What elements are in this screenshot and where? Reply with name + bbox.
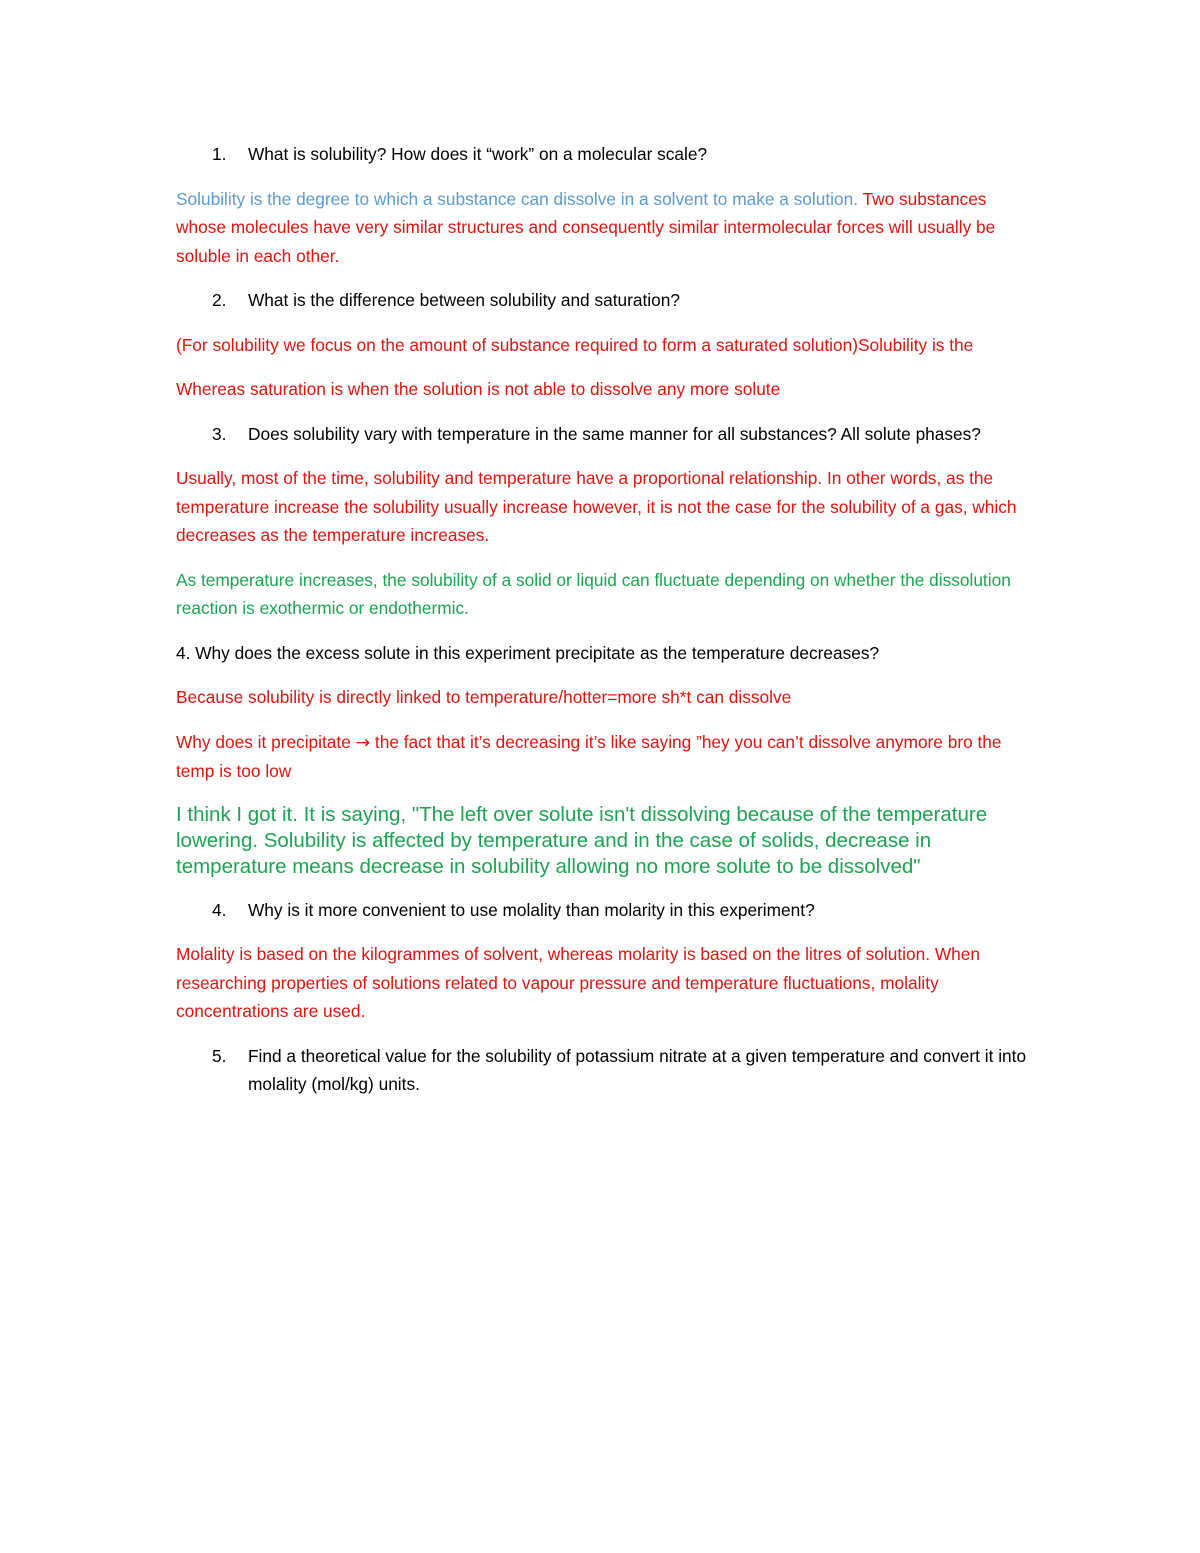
question-number: 4. bbox=[212, 899, 227, 920]
question-number: 2. bbox=[212, 290, 227, 310]
answer-text: Why does it precipitate bbox=[176, 731, 356, 752]
question-text: Why is it more convenient to use molality than molarity in this experiment? bbox=[248, 899, 815, 920]
answer-2a: (For solubility we focus on the amount of substance required to form a saturated solution)Solubility is the bbox=[176, 334, 974, 355]
question-text: What is solubility? How does it “work” on a molecular scale? bbox=[248, 144, 708, 164]
answer-1 bbox=[176, 185, 1036, 271]
answer-2b: Whereas saturation is when the solution is not able to dissolve any more solute bbox=[176, 379, 781, 399]
answer-text-red: Two substances whose molecules have very similar structures and consequently similar intermolecular forces will usually be soluble in each other. bbox=[176, 188, 996, 266]
answer-4b: Molality is based on the kilogrammes of solvent, whereas molarity is based on the litres of solution. When researching properties of solutions related to vapour pressure and temperature fluctuations, molality concentrations are used. bbox=[176, 944, 980, 1021]
question-3 bbox=[176, 420, 1036, 449]
answer-4a-2 bbox=[176, 728, 1036, 786]
question-number: 1. bbox=[212, 144, 227, 164]
answer-3a: Usually, most of the time, solubility and temperature have a proportional relationship. In other words, as the temperature increase the solubility usually increase however, it is not the case for the solubility of a gas, which decreases as the temperature increases. bbox=[176, 468, 1017, 545]
answer-4a-1: Because solubility is directly linked to temperature/hotter=more sh*t can dissolve bbox=[176, 687, 792, 707]
right-arrow-icon: → bbox=[355, 732, 371, 753]
question-1 bbox=[176, 140, 1036, 169]
question-4a: 4. Why does the excess solute in this experiment precipitate as the temperature decreases? bbox=[176, 642, 880, 663]
question-number: 5. bbox=[212, 1045, 227, 1066]
answer-text: the fact that it’s decreasing it’s like saying ”hey you can’t dissolve anymore bro the temp is too low bbox=[176, 731, 1002, 781]
question-number: 3. bbox=[212, 423, 227, 444]
answer-4a-3: I think I got it. It is saying, "The left over solute isn't dissolving because of the temperature lowering. Solubility is affected by temperature and in the case of solids, decrease in temperature means decrease in solubility allowing no more solute to be dissolved" bbox=[176, 802, 988, 878]
question-text: What is the difference between solubility and saturation? bbox=[248, 290, 680, 310]
answer-3b: As temperature increases, the solubility of a solid or liquid can fluctuate depending on whether the dissolution reaction is exothermic or endothermic. bbox=[176, 569, 1011, 618]
document-body bbox=[176, 140, 1036, 1099]
question-text: Find a theoretical value for the solubility of potassium nitrate at a given temperature and convert it into molality (mol/kg) units. bbox=[248, 1045, 1027, 1094]
question-4b bbox=[176, 896, 1036, 925]
question-5 bbox=[176, 1042, 1036, 1099]
question-text: Does solubility vary with temperature in the same manner for all substances? All solute phases? bbox=[248, 423, 981, 444]
answer-text-blue: Solubility is the degree to which a substance can dissolve in a solvent to make a solution. bbox=[176, 188, 859, 209]
question-2 bbox=[176, 286, 1036, 315]
